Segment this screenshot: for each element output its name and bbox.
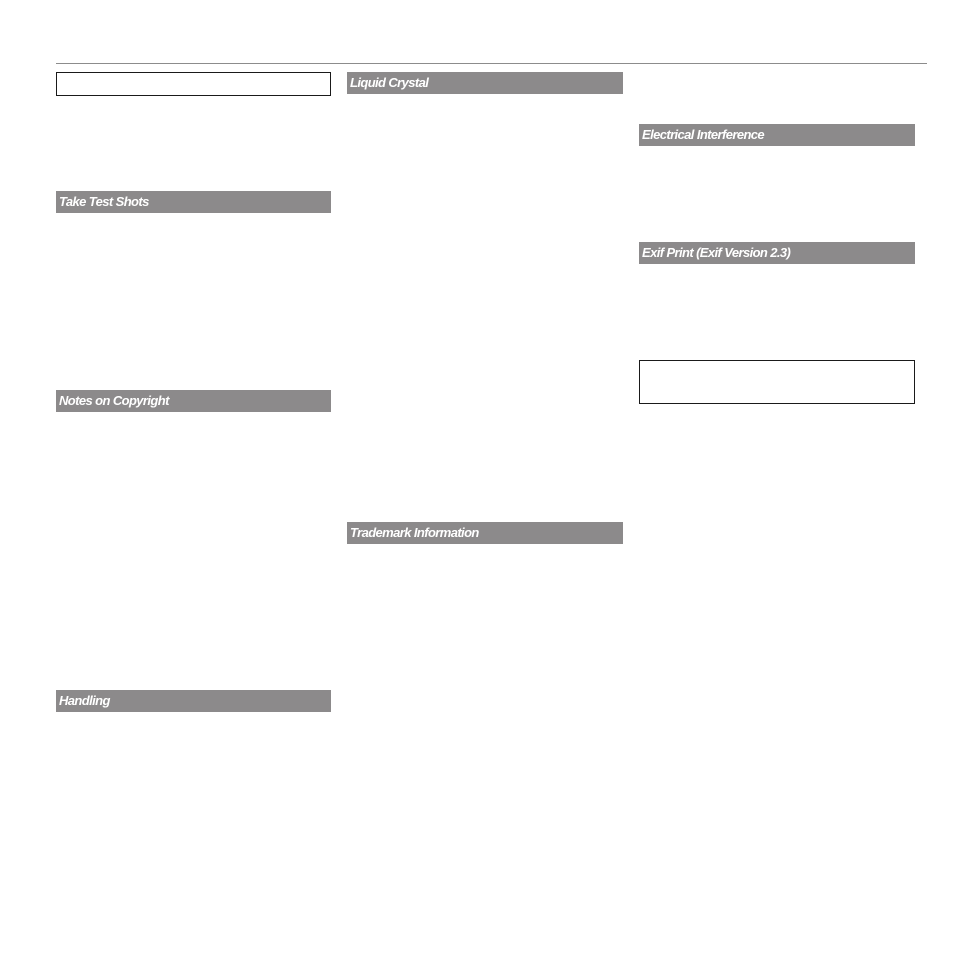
heading-liquid-crystal: Liquid Crystal — [347, 72, 623, 94]
column1-empty-box — [56, 72, 331, 96]
heading-electrical-interference: Electrical Interference — [639, 124, 915, 146]
heading-take-test-shots: Take Test Shots — [56, 191, 331, 213]
heading-exif-print: Exif Print (Exif Version 2.3) — [639, 242, 915, 264]
heading-notes-on-copyright: Notes on Copyright — [56, 390, 331, 412]
heading-trademark-information: Trademark Information — [347, 522, 623, 544]
heading-handling: Handling — [56, 690, 331, 712]
column3-empty-box — [639, 360, 915, 404]
top-rule — [56, 63, 927, 64]
